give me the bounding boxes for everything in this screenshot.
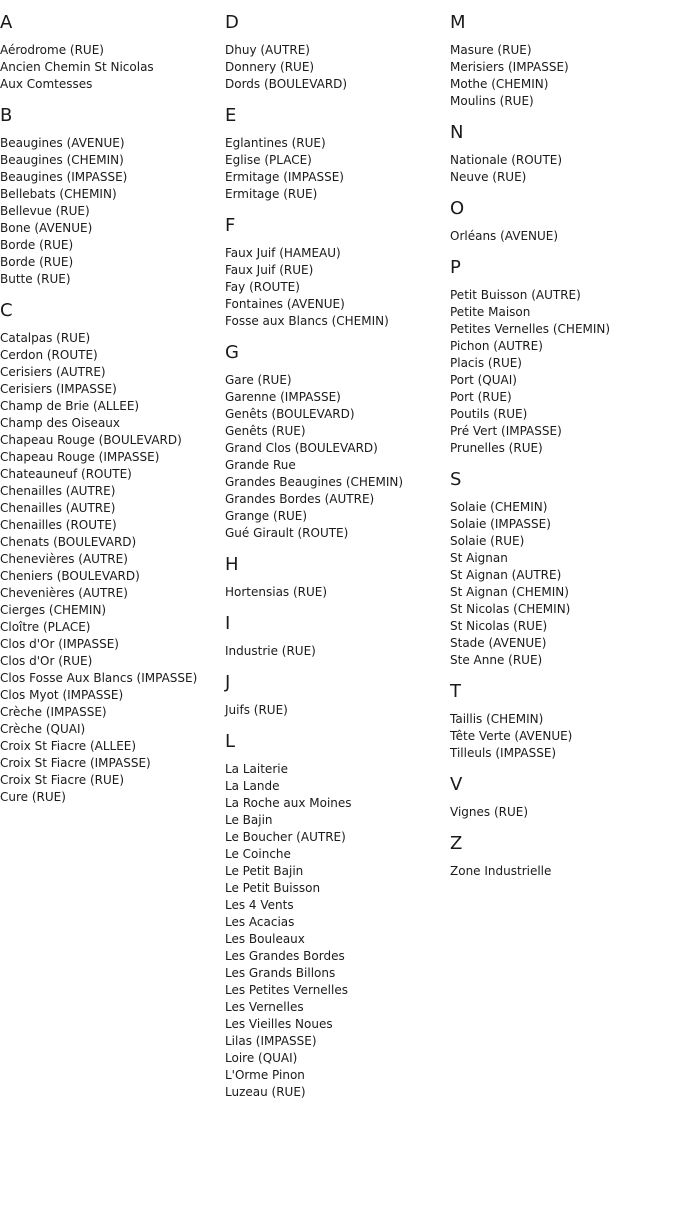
street-link[interactable]: Bone (AVENUE) [0, 221, 93, 235]
street-link[interactable]: Luzeau (RUE) [225, 1085, 306, 1099]
letter-section [0, 105, 225, 288]
letter-section [0, 12, 225, 93]
street-link[interactable]: Solaie (IMPASSE) [450, 517, 551, 531]
street-list [450, 863, 675, 880]
street-link[interactable]: Vignes (RUE) [450, 805, 529, 819]
index-column-1 [0, 12, 225, 818]
letter-heading: P [450, 257, 461, 278]
street-link[interactable]: Cierges (CHEMIN) [0, 603, 107, 617]
letter-heading: N [450, 122, 464, 143]
street-link[interactable]: Les Vieilles Noues [225, 1017, 333, 1031]
street-link[interactable]: Les 4 Vents [225, 898, 294, 912]
letter-section [225, 215, 450, 330]
street-link[interactable]: Beaugines (AVENUE) [0, 136, 125, 150]
street-link[interactable]: Loire (QUAI) [225, 1051, 298, 1065]
street-link[interactable]: Juifs (RUE) [225, 703, 288, 717]
street-link[interactable]: Les Petites Vernelles [225, 983, 348, 997]
street-link[interactable]: Chenailles (AUTRE) [0, 501, 116, 515]
street-link[interactable]: Cure (RUE) [0, 790, 66, 804]
street-link[interactable]: Chenailles (AUTRE) [0, 484, 116, 498]
street-link[interactable]: La Laiterie [225, 762, 288, 776]
street-link[interactable]: Neuve (RUE) [450, 170, 527, 184]
street-link[interactable]: Crèche (QUAI) [0, 722, 86, 736]
street-link[interactable]: Mothe (CHEMIN) [450, 77, 549, 91]
street-link[interactable]: Genêts (BOULEVARD) [225, 407, 355, 421]
street-list [225, 135, 450, 203]
letter-heading: B [0, 105, 13, 126]
street-link[interactable]: Petite Maison [450, 305, 531, 319]
street-link[interactable]: Crèche (IMPASSE) [0, 705, 107, 719]
letter-section [225, 12, 450, 93]
street-link[interactable]: Tête Verte (AVENUE) [450, 729, 573, 743]
street-link[interactable]: Ancien Chemin St Nicolas [0, 60, 154, 74]
street-link[interactable]: Fontaines (AVENUE) [225, 297, 345, 311]
street-link[interactable]: La Lande [225, 779, 280, 793]
street-link[interactable]: Faux Juif (HAMEAU) [225, 246, 341, 260]
street-link[interactable]: Champ de Brie (ALLEE) [0, 399, 140, 413]
street-link[interactable]: Port (RUE) [450, 390, 512, 404]
street-link[interactable]: Stade (AVENUE) [450, 636, 547, 650]
street-link[interactable]: Poutils (RUE) [450, 407, 528, 421]
street-link[interactable]: Pré Vert (IMPASSE) [450, 424, 562, 438]
street-link[interactable]: Beaugines (CHEMIN) [0, 153, 124, 167]
street-link[interactable]: Lilas (IMPASSE) [225, 1034, 317, 1048]
street-link[interactable]: Petit Buisson (AUTRE) [450, 288, 581, 302]
street-link[interactable]: Cloître (PLACE) [0, 620, 91, 634]
street-link[interactable]: Le Petit Buisson [225, 881, 321, 895]
street-link[interactable]: Garenne (IMPASSE) [225, 390, 341, 404]
street-link[interactable]: Moulins (RUE) [450, 94, 534, 108]
street-link[interactable]: Chapeau Rouge (IMPASSE) [0, 450, 160, 464]
letter-heading: A [0, 12, 13, 33]
street-link[interactable]: Gare (RUE) [225, 373, 292, 387]
street-link[interactable]: Placis (RUE) [450, 356, 522, 370]
letter-heading: C [0, 300, 13, 321]
street-link[interactable]: Clos d'Or (RUE) [0, 654, 93, 668]
letter-section [225, 613, 450, 660]
letter-heading: G [225, 342, 239, 363]
letter-heading: J [225, 672, 231, 693]
street-link[interactable]: Chenats (BOULEVARD) [0, 535, 137, 549]
street-link[interactable]: Ermitage (IMPASSE) [225, 170, 344, 184]
street-link[interactable]: Les Bouleaux [225, 932, 305, 946]
street-link[interactable]: Petites Vernelles (CHEMIN) [450, 322, 611, 336]
street-list [225, 42, 450, 93]
street-list [225, 761, 450, 1101]
letter-section [450, 257, 675, 457]
street-link[interactable]: Tilleuls (IMPASSE) [450, 746, 557, 760]
street-link[interactable]: Ste Anne (RUE) [450, 653, 543, 667]
street-link[interactable]: Catalpas (RUE) [0, 331, 91, 345]
letter-section [225, 342, 450, 542]
street-list [225, 372, 450, 542]
street-link[interactable]: Les Grands Billons [225, 966, 336, 980]
street-link[interactable]: Le Boucher (AUTRE) [225, 830, 346, 844]
street-link[interactable]: Clos Fosse Aux Blancs (IMPASSE) [0, 671, 198, 685]
street-link[interactable]: Chevenières (AUTRE) [0, 586, 128, 600]
street-link[interactable]: La Roche aux Moines [225, 796, 352, 810]
street-link[interactable]: Pichon (AUTRE) [450, 339, 543, 353]
street-link[interactable]: Les Vernelles [225, 1000, 304, 1014]
letter-section [450, 198, 675, 245]
street-list [450, 42, 675, 110]
street-link[interactable]: Chateauneuf (ROUTE) [0, 467, 132, 481]
street-list [450, 804, 675, 821]
street-link[interactable]: Eglantines (RUE) [225, 136, 326, 150]
letter-heading: F [225, 215, 236, 236]
street-link[interactable]: Chenailles (ROUTE) [0, 518, 117, 532]
street-link[interactable]: Fosse aux Blancs (CHEMIN) [225, 314, 389, 328]
street-link[interactable]: Grand Clos (BOULEVARD) [225, 441, 378, 455]
street-link[interactable]: Fay (ROUTE) [225, 280, 300, 294]
street-link[interactable]: Croix St Fiacre (IMPASSE) [0, 756, 151, 770]
street-link[interactable]: Donnery (RUE) [225, 60, 315, 74]
street-list [225, 702, 450, 719]
letter-section [450, 12, 675, 110]
letter-section [0, 300, 225, 806]
street-link[interactable]: Les Acacias [225, 915, 295, 929]
street-list [0, 330, 225, 806]
street-list [450, 228, 675, 245]
street-link[interactable]: Nationale (ROUTE) [450, 153, 563, 167]
street-link[interactable]: Chenevières (AUTRE) [0, 552, 128, 566]
letter-section [225, 105, 450, 203]
street-list [450, 287, 675, 457]
street-list [225, 584, 450, 601]
street-link[interactable]: Dords (BOULEVARD) [225, 77, 348, 91]
street-link[interactable]: Borde (RUE) [0, 238, 74, 252]
letter-heading: Z [450, 833, 463, 854]
street-link[interactable]: Bellevue (RUE) [0, 204, 90, 218]
street-link[interactable]: Cerisiers (IMPASSE) [0, 382, 117, 396]
index-column-3 [450, 12, 675, 892]
street-link[interactable]: Beaugines (IMPASSE) [0, 170, 128, 184]
street-link[interactable]: Croix St Fiacre (ALLEE) [0, 739, 137, 753]
street-link[interactable]: Aux Comtesses [0, 77, 93, 91]
street-link[interactable]: Cerdon (ROUTE) [0, 348, 98, 362]
street-list [225, 245, 450, 330]
letter-heading: S [450, 469, 462, 490]
street-link[interactable]: L'Orme Pinon [225, 1068, 305, 1082]
street-link[interactable]: Butte (RUE) [0, 272, 71, 286]
street-link[interactable]: Taillis (CHEMIN) [450, 712, 544, 726]
street-link[interactable]: Le Coinche [225, 847, 291, 861]
street-link[interactable]: Le Bajin [225, 813, 273, 827]
letter-heading: H [225, 554, 239, 575]
street-link[interactable]: St Nicolas (CHEMIN) [450, 602, 571, 616]
street-link[interactable]: Prunelles (RUE) [450, 441, 543, 455]
letter-heading: E [225, 105, 237, 126]
street-link[interactable]: Cheniers (BOULEVARD) [0, 569, 140, 583]
street-link[interactable]: Gué Girault (ROUTE) [225, 526, 349, 540]
index-column-2 [225, 12, 450, 1113]
street-link[interactable]: St Nicolas (RUE) [450, 619, 548, 633]
street-link[interactable]: Faux Juif (RUE) [225, 263, 314, 277]
street-link[interactable]: Borde (RUE) [0, 255, 74, 269]
street-link[interactable]: Bellebats (CHEMIN) [0, 187, 117, 201]
letter-section [450, 833, 675, 880]
street-link[interactable]: Solaie (RUE) [450, 534, 525, 548]
street-link[interactable]: Solaie (CHEMIN) [450, 500, 548, 514]
street-link[interactable]: Aérodrome (RUE) [0, 43, 104, 57]
letter-heading: T [450, 681, 461, 702]
street-list [225, 643, 450, 660]
street-link[interactable]: Ermitage (RUE) [225, 187, 318, 201]
letter-heading: M [450, 12, 466, 33]
street-link[interactable]: Merisiers (IMPASSE) [450, 60, 569, 74]
street-link[interactable]: Masure (RUE) [450, 43, 532, 57]
street-link[interactable]: Le Petit Bajin [225, 864, 304, 878]
street-link[interactable]: Grandes Bordes (AUTRE) [225, 492, 375, 506]
letter-section [225, 672, 450, 719]
letter-heading: D [225, 12, 239, 33]
street-link[interactable]: Grande Rue [225, 458, 296, 472]
street-link[interactable]: Les Grandes Bordes [225, 949, 345, 963]
street-link[interactable]: Champ des Oiseaux [0, 416, 120, 430]
street-link[interactable]: Orléans (AVENUE) [450, 229, 559, 243]
letter-section [450, 774, 675, 821]
letter-heading: O [450, 198, 465, 219]
letter-heading: I [225, 613, 231, 634]
street-link[interactable]: Eglise (PLACE) [225, 153, 312, 167]
street-link[interactable]: St Aignan (CHEMIN) [450, 585, 569, 599]
street-link[interactable]: Grandes Beaugines (CHEMIN) [225, 475, 404, 489]
letter-heading: V [450, 774, 463, 795]
letter-section [225, 731, 450, 1101]
street-link[interactable]: Croix St Fiacre (RUE) [0, 773, 125, 787]
letter-section [225, 554, 450, 601]
street-list [0, 135, 225, 288]
letter-section [450, 469, 675, 669]
street-link[interactable]: Hortensias (RUE) [225, 585, 328, 599]
street-list [0, 42, 225, 93]
street-link[interactable]: Clos d'Or (IMPASSE) [0, 637, 119, 651]
street-list [450, 152, 675, 186]
street-link[interactable]: Dhuy (AUTRE) [225, 43, 310, 57]
street-link[interactable]: Zone Industrielle [450, 864, 552, 878]
street-link[interactable]: Grange (RUE) [225, 509, 308, 523]
street-link[interactable]: Genêts (RUE) [225, 424, 306, 438]
street-link[interactable]: Industrie (RUE) [225, 644, 316, 658]
street-list [450, 499, 675, 669]
street-link[interactable]: Port (QUAI) [450, 373, 517, 387]
letter-section [450, 681, 675, 762]
street-link[interactable]: Clos Myot (IMPASSE) [0, 688, 124, 702]
letter-heading: L [225, 731, 236, 752]
street-link[interactable]: Chapeau Rouge (BOULEVARD) [0, 433, 182, 447]
street-link[interactable]: Cerisiers (AUTRE) [0, 365, 106, 379]
street-link[interactable]: St Aignan [450, 551, 508, 565]
street-link[interactable]: St Aignan (AUTRE) [450, 568, 562, 582]
letter-section [450, 122, 675, 186]
street-list [450, 711, 675, 762]
